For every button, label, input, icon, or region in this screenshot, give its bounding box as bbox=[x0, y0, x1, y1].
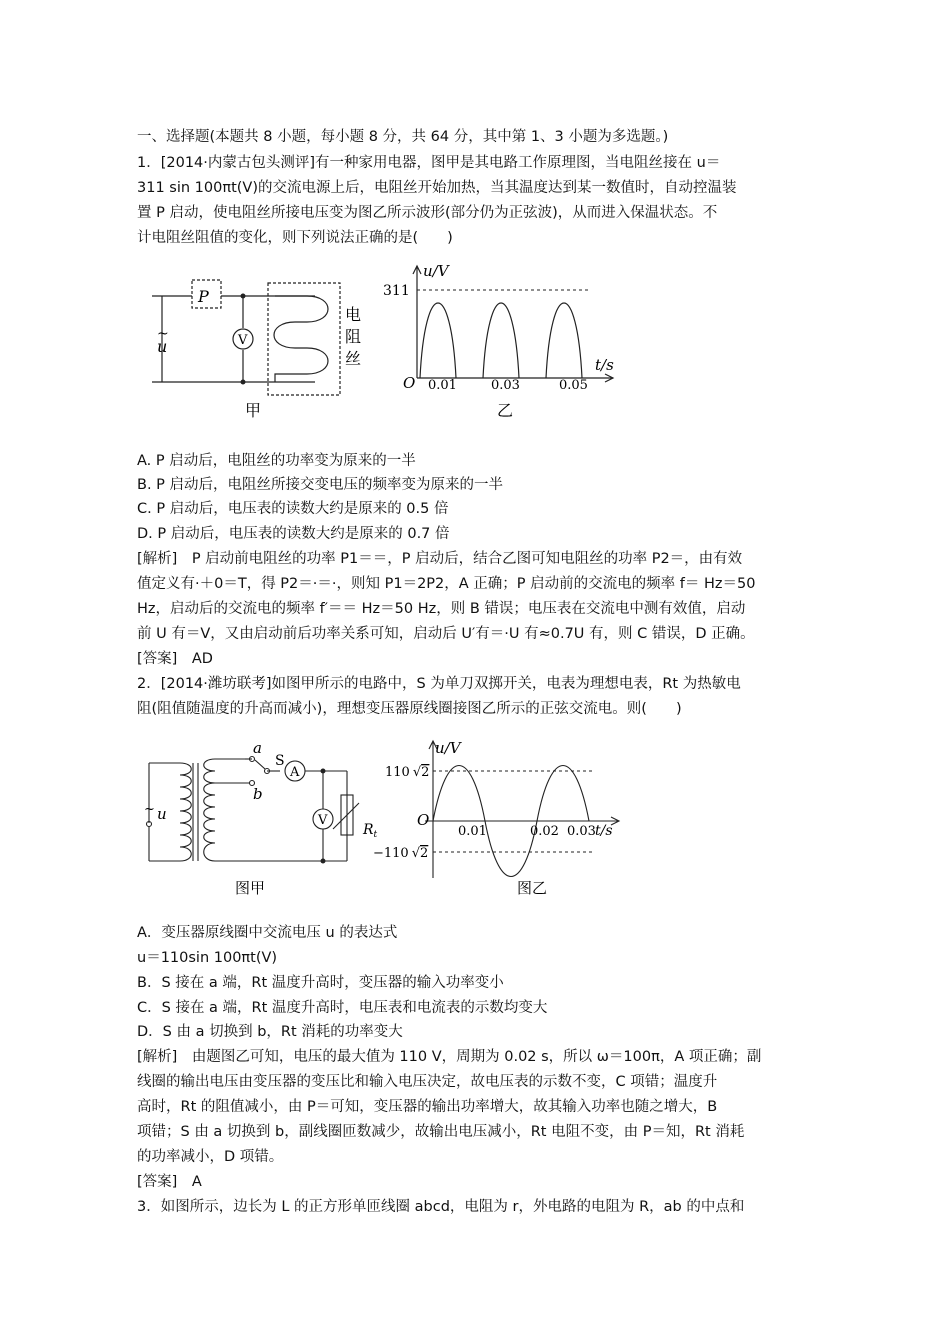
tick-label: 0.03 bbox=[567, 824, 596, 839]
figure-caption-jia: 甲 bbox=[245, 401, 262, 420]
option-a: A. P 启动后，电阻丝的功率变为原来的一半 bbox=[137, 453, 416, 469]
switch-label: S bbox=[275, 753, 285, 769]
option-c: C．S 接在 a 端，Rt 温度升高时，电压表和电流表的示数均变大 bbox=[137, 1000, 548, 1016]
question-1-text: 311 sin 100πt(V)的交流电源上后，电阻丝开始加热，当其温度达到某一数值时，自动控温装 bbox=[137, 180, 737, 196]
analysis-text: Hz，启动后的交流电的频率 f′＝＝ Hz＝50 Hz，则 B 错误；电压表在交流电中测有效值，启动 bbox=[137, 601, 746, 617]
question-1-text: 置 P 启动，使电阻丝所接电压变为图乙所示波形(部分仍为正弦波)，从而进入保温状态。不 bbox=[137, 205, 718, 221]
peak-positive-label: 110 √2 bbox=[385, 765, 430, 780]
y-axis-label: u/V bbox=[435, 739, 461, 757]
analysis-text: 项错；S 由 a 切换到 b，副线圈匝数减少，故输出电压减小，Rt 电阻不变，由 P＝知，Rt 消耗 bbox=[137, 1124, 745, 1140]
option-d: D．S 由 a 切换到 b，Rt 消耗的功率变大 bbox=[137, 1024, 403, 1040]
resistor-label-char: 丝 bbox=[345, 349, 362, 368]
origin-label: O bbox=[417, 811, 430, 829]
resistor-label-char: 阻 bbox=[345, 327, 362, 346]
analysis-text: 值定义有·＋0＝T，得 P2＝·＝·，则知 P1＝2P2，A 正确；P 启动前的交流电的频率 f＝ Hz＝50 bbox=[137, 576, 756, 592]
analysis-text: [解析] P 启动前电阻丝的功率 P1＝＝，P 启动后，结合乙图可知电阻丝的功率 P2＝，由有效 bbox=[137, 551, 743, 567]
question-2-text: 阻(阻值随温度的升高而减小)，理想变压器原线圈接图乙所示的正弦交流电。则( ) bbox=[137, 701, 682, 717]
question-1-text: 计电阻丝阻值的变化，则下列说法正确的是( ) bbox=[137, 230, 453, 246]
u-label: u bbox=[157, 805, 167, 823]
tick-label: 0.01 bbox=[428, 378, 457, 393]
terminal-a-label: a bbox=[253, 739, 262, 757]
origin-label: O bbox=[403, 374, 416, 392]
question-2-text: 2．[2014·潍坊联考]如图甲所示的电路中，S 为单刀双掷开关，电表为理想电表，Rt 为热敏电 bbox=[137, 676, 741, 692]
peak-label: 311 bbox=[383, 283, 410, 299]
tick-label: 0.03 bbox=[491, 378, 520, 393]
answer-text: [答案] AD bbox=[137, 651, 213, 667]
tick-label: 0.02 bbox=[530, 824, 559, 839]
option-a: A．变压器原线圈中交流电压 u 的表达式 bbox=[137, 925, 398, 941]
option-a-formula: u＝110sin 100πt(V) bbox=[137, 950, 278, 966]
figure-1 bbox=[135, 258, 635, 428]
analysis-text: 前 U 有＝V，又由启动前后功率关系可知，启动后 U′有＝·U 有≈0.7U 有，则 C 错误，D 正确。 bbox=[137, 626, 755, 642]
question-3-text: 3．如图所示，边长为 L 的正方形单匝线圈 abcd，电阻为 r，外电路的电阻为 R，ab 的中点和 bbox=[137, 1199, 745, 1215]
figure-caption-yi: 乙 bbox=[497, 401, 514, 420]
figure-caption-jia: 图甲 bbox=[235, 879, 266, 897]
p-label: P bbox=[198, 287, 209, 306]
tilde-symbol: ~ bbox=[157, 326, 169, 342]
option-c: C. P 启动后，电压表的读数大约是原来的 0.5 倍 bbox=[137, 501, 449, 517]
ammeter-label: A bbox=[290, 765, 300, 780]
peak-negative-label: −110 √2 bbox=[373, 846, 429, 861]
analysis-text: 高时，Rt 的阻值减小，由 P＝可知，变压器的输出功率增大，故其输入功率也随之增大，B bbox=[137, 1099, 718, 1115]
resistor-label-char: 电 bbox=[345, 305, 362, 324]
x-axis-label: t/s bbox=[595, 356, 614, 374]
y-axis-label: u/V bbox=[423, 262, 449, 280]
tilde-symbol: ~ bbox=[144, 802, 155, 817]
tick-label: 0.05 bbox=[559, 378, 588, 393]
voltmeter-label: V bbox=[238, 333, 248, 348]
figure-2 bbox=[135, 733, 635, 903]
x-axis-label: t/s bbox=[595, 823, 613, 839]
option-b: B．S 接在 a 端，Rt 温度升高时，变压器的输入功率变小 bbox=[137, 975, 504, 991]
thermistor-label: $R_t$ bbox=[363, 822, 378, 840]
question-1-text: 1．[2014·内蒙古包头测评]有一种家用电器，图甲是其电路工作原理图，当电阻丝接在 u＝ bbox=[137, 155, 721, 171]
section-heading: 一、选择题(本题共 8 小题，每小题 8 分，共 64 分，其中第 1、3 小题为多选题。) bbox=[137, 129, 669, 145]
u-label: u bbox=[157, 337, 168, 356]
option-b: B. P 启动后，电阻丝所接交变电压的频率变为原来的一半 bbox=[137, 477, 504, 493]
voltmeter-label: V bbox=[318, 813, 328, 828]
figure-caption-yi: 图乙 bbox=[517, 879, 548, 897]
tick-label: 0.01 bbox=[458, 824, 487, 839]
analysis-text: 的功率减小，D 项错。 bbox=[137, 1149, 284, 1165]
answer-text: [答案] A bbox=[137, 1174, 202, 1190]
analysis-text: 线圈的输出电压由变压器的变压比和输入电压决定，故电压表的示数不变，C 项错；温度升 bbox=[137, 1074, 718, 1090]
terminal-b-label: b bbox=[253, 785, 263, 803]
analysis-text: [解析] 由题图乙可知，电压的最大值为 110 V，周期为 0.02 s，所以 ω＝100π，A 项正确；副 bbox=[137, 1049, 762, 1065]
option-d: D. P 启动后，电压表的读数大约是原来的 0.7 倍 bbox=[137, 526, 450, 542]
